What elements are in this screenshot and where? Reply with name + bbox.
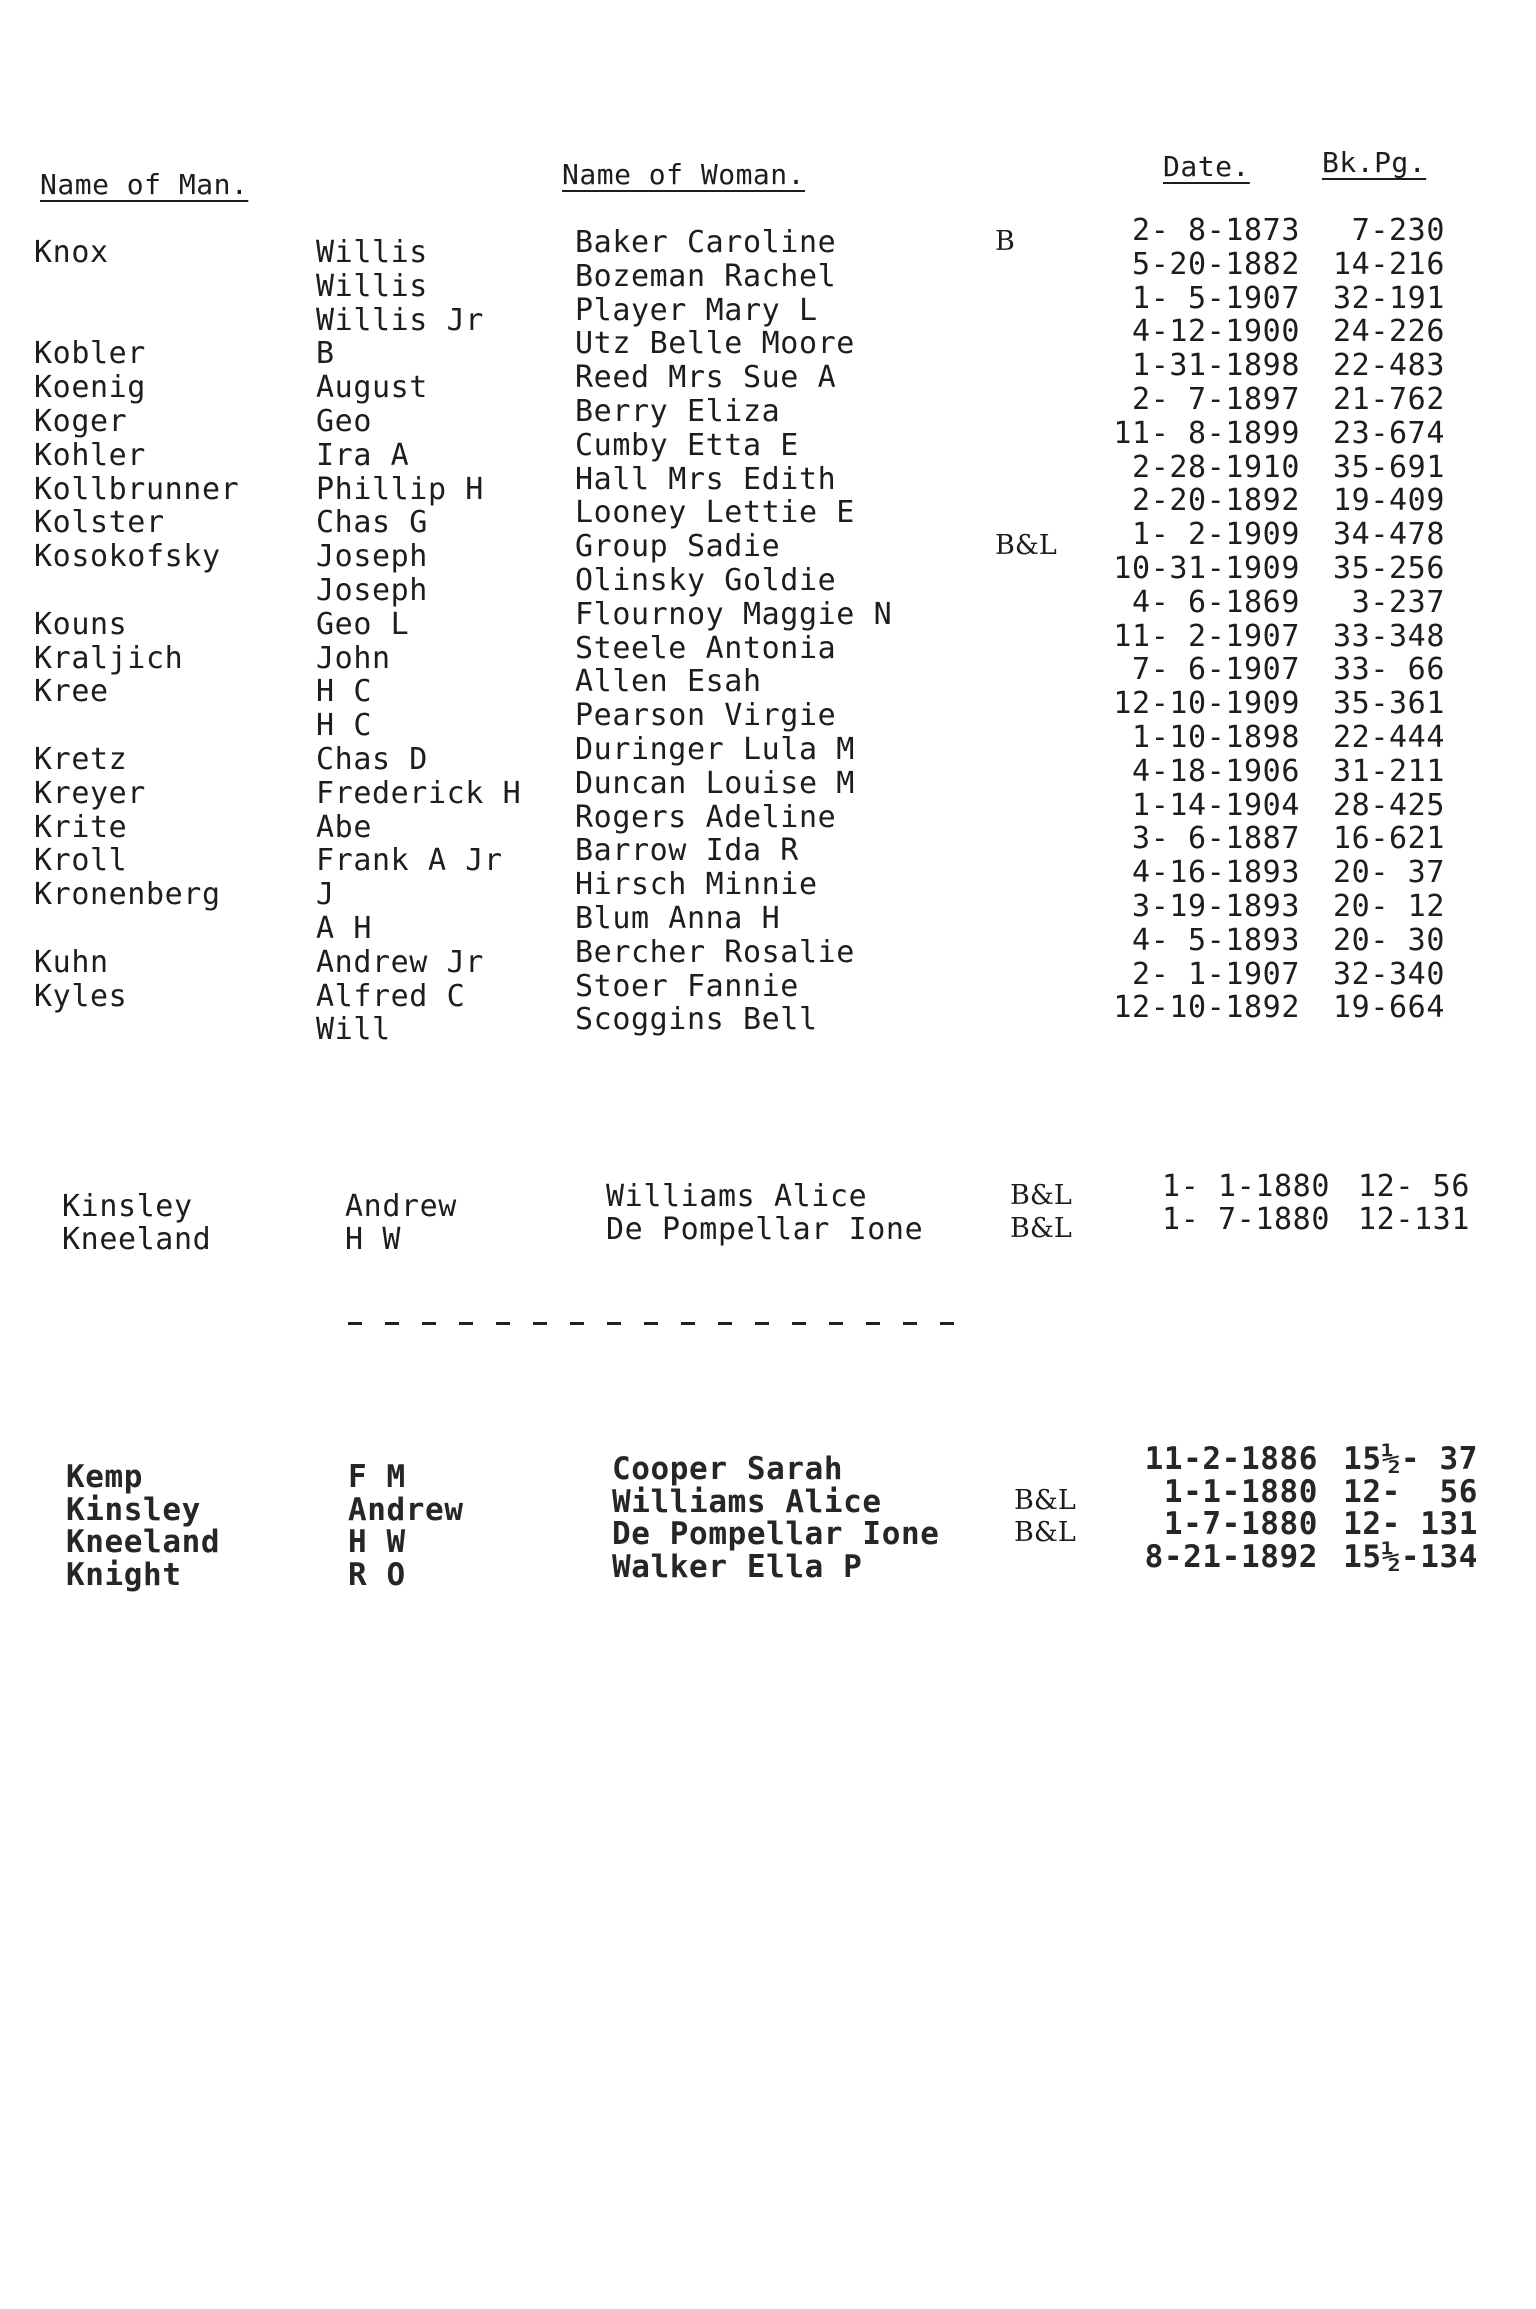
man-surname: Kollbrunner [34, 471, 240, 507]
man-given-name: Willis [316, 235, 428, 270]
man-given-name: Ira A [316, 437, 410, 473]
man-surname: Kouns [34, 606, 128, 642]
header-bk-pg: Bk.Pg. [1322, 146, 1427, 179]
woman-name: Rogers Adeline [575, 799, 837, 835]
man-given-name: Frank A Jr [316, 843, 503, 879]
woman-name: Cumby Etta E [575, 427, 799, 463]
man-given-name: Geo [316, 404, 372, 439]
man-given-name: H W [345, 1222, 401, 1257]
man-given-name: H W [348, 1524, 406, 1560]
woman-name: Utz Belle Moore [575, 326, 855, 362]
marriage-date: 1-31-1898 [1132, 348, 1300, 384]
man-given-name: A H [316, 911, 372, 946]
marriage-date: 12-10-1909 [1113, 686, 1300, 722]
marriage-date: 1-7-1880 [1163, 1506, 1318, 1542]
man-surname: Koger [34, 404, 128, 439]
book-page: 12-131 [1358, 1202, 1470, 1237]
woman-name: Blum Anna H [575, 901, 781, 936]
man-surname: Kemp [66, 1459, 144, 1495]
record-marker: B&L [995, 530, 1057, 562]
marriage-date: 12-10-1892 [1113, 990, 1300, 1026]
man-surname: Krite [34, 809, 128, 845]
marriage-date: 2-20-1892 [1132, 483, 1300, 519]
woman-name: Steele Antonia [575, 630, 837, 666]
woman-name: Stoer Fannie [575, 968, 799, 1004]
record-marker: B&L [1010, 1180, 1072, 1211]
book-page: 35-256 [1333, 551, 1445, 586]
man-surname: Kroll [34, 843, 128, 879]
marriage-date: 1- 1-1880 [1162, 1169, 1330, 1204]
woman-name: Cooper Sarah [612, 1451, 844, 1487]
marriage-date: 4-12-1900 [1132, 314, 1300, 350]
man-given-name: Joseph [316, 539, 428, 575]
book-page: 7-230 [1351, 213, 1445, 248]
book-page: 12- 56 [1343, 1473, 1478, 1510]
man-surname: Kohler [34, 437, 146, 473]
marriage-date: 4-18-1906 [1132, 753, 1300, 789]
woman-name: Flournoy Maggie N [575, 596, 893, 632]
book-page: 35-691 [1333, 449, 1445, 485]
woman-name: Hirsch Minnie [575, 867, 818, 903]
man-surname: Koenig [34, 370, 146, 406]
woman-name: De Pompellar Ione [612, 1516, 940, 1552]
woman-name: Reed Mrs Sue A [575, 360, 837, 396]
book-page: 3-237 [1351, 584, 1445, 620]
man-given-name: Geo L [316, 606, 410, 642]
header-name-of-man: Name of Man. [40, 168, 249, 201]
man-surname: Kolster [34, 505, 165, 541]
woman-name: Barrow Ida R [575, 833, 799, 869]
woman-name: Player Mary L [575, 292, 818, 328]
man-given-name: Andrew [345, 1189, 457, 1224]
marriage-date: 1-1-1880 [1163, 1473, 1318, 1510]
woman-name: Looney Lettie E [575, 495, 855, 531]
marriage-date: 11-2-1886 [1144, 1441, 1318, 1477]
marriage-date: 4- 6-1869 [1132, 584, 1300, 620]
book-page: 12- 56 [1358, 1169, 1470, 1204]
marriage-date: 1-10-1898 [1132, 720, 1300, 755]
book-page: 22-483 [1333, 348, 1445, 384]
book-page: 35-361 [1333, 686, 1445, 722]
man-surname: Kinsley [62, 1189, 193, 1224]
man-given-name: Will [316, 1012, 391, 1048]
man-surname: Kosokofsky [34, 539, 221, 575]
man-surname: Knight [66, 1556, 182, 1593]
man-given-name: Frederick H [316, 775, 522, 811]
woman-name: Bozeman Rachel [575, 258, 837, 294]
man-surname: Knox [34, 235, 109, 270]
man-given-name: R O [348, 1556, 406, 1593]
book-page: 32-340 [1333, 956, 1445, 992]
dashed-separator [348, 1322, 968, 1325]
man-given-name: B [316, 336, 335, 372]
book-page: 32-191 [1333, 280, 1445, 316]
woman-name: Walker Ella P [612, 1548, 863, 1585]
man-given-name: Phillip H [316, 471, 484, 507]
man-surname: Kinsley [66, 1491, 201, 1528]
man-surname: Kreyer [34, 775, 146, 811]
marriage-date: 2-28-1910 [1132, 449, 1300, 485]
man-surname: Kraljich [34, 640, 184, 676]
man-surname: Kneeland [66, 1524, 221, 1560]
marriage-date: 10-31-1909 [1113, 551, 1300, 586]
man-given-name: John [316, 640, 391, 676]
man-given-name: F M [348, 1459, 406, 1495]
book-page: 12- 131 [1343, 1506, 1478, 1542]
book-page: 31-211 [1333, 753, 1445, 789]
woman-name: Olinsky Goldie [575, 563, 837, 598]
woman-name: Baker Caroline [575, 225, 837, 260]
man-given-name: Willis [316, 268, 428, 304]
marriage-date: 8-21-1892 [1144, 1538, 1318, 1575]
book-page: 33-348 [1333, 618, 1445, 654]
book-page: 16-621 [1333, 821, 1445, 857]
woman-name: De Pompellar Ione [606, 1212, 924, 1247]
woman-name: Pearson Virgie [575, 698, 837, 734]
marriage-date: 5-20-1882 [1132, 246, 1300, 282]
marriage-date: 3- 6-1887 [1132, 821, 1300, 857]
record-marker: B [995, 226, 1015, 257]
man-given-name: August [316, 370, 428, 406]
woman-name: Scoggins Bell [575, 1002, 818, 1038]
header-date: Date. [1163, 150, 1250, 183]
man-surname: Kneeland [62, 1222, 212, 1257]
man-surname: Kyles [34, 978, 128, 1014]
marriage-date: 1- 2-1909 [1132, 517, 1300, 553]
woman-name: Berry Eliza [575, 394, 781, 429]
marriage-date: 2- 7-1897 [1132, 382, 1300, 417]
man-given-name: H C [316, 674, 372, 710]
book-page: 15½-134 [1343, 1538, 1478, 1575]
man-given-name: Alfred C [316, 978, 466, 1014]
man-surname: Kretz [34, 742, 128, 777]
man-surname: Kobler [34, 336, 146, 372]
man-given-name: Joseph [316, 573, 428, 608]
book-page: 19-664 [1333, 990, 1445, 1026]
marriage-date: 4-16-1893 [1132, 855, 1300, 891]
man-surname: Kuhn [34, 944, 109, 980]
marriage-date: 1- 5-1907 [1132, 280, 1300, 316]
man-given-name: Willis Jr [316, 302, 484, 338]
woman-name: Duringer Lula M [575, 732, 855, 767]
man-given-name: Chas G [316, 505, 428, 541]
book-page: 24-226 [1333, 314, 1445, 350]
book-page: 34-478 [1333, 517, 1445, 553]
book-page: 22-444 [1333, 720, 1445, 755]
book-page: 20- 30 [1333, 922, 1445, 958]
book-page: 15½- 37 [1343, 1441, 1478, 1477]
record-marker: B&L [1014, 1517, 1076, 1548]
record-marker: B&L [1010, 1213, 1072, 1244]
man-given-name: Andrew [348, 1491, 464, 1528]
woman-name: Hall Mrs Edith [575, 461, 837, 497]
man-given-name: Andrew Jr [316, 944, 484, 980]
woman-name: Williams Alice [612, 1483, 882, 1520]
record-marker: B&L [1014, 1484, 1076, 1516]
woman-name: Allen Esah [575, 664, 762, 700]
book-page: 20- 12 [1333, 889, 1445, 924]
marriage-date: 1- 7-1880 [1162, 1202, 1330, 1237]
woman-name: Duncan Louise M [575, 765, 855, 801]
marriage-date: 11- 2-1907 [1113, 618, 1300, 654]
marriage-date: 11- 8-1899 [1113, 415, 1300, 451]
marriage-date: 3-19-1893 [1132, 889, 1300, 924]
book-page: 23-674 [1333, 415, 1445, 451]
header-name-of-woman: Name of Woman. [562, 158, 806, 191]
man-given-name: Chas D [316, 742, 428, 777]
marriage-date: 4- 5-1893 [1132, 922, 1300, 958]
marriage-date: 2- 8-1873 [1132, 213, 1300, 248]
book-page: 14-216 [1333, 246, 1445, 282]
man-surname: Kree [34, 674, 109, 710]
book-page: 20- 37 [1333, 855, 1445, 891]
woman-name: Williams Alice [606, 1179, 868, 1214]
marriage-date: 2- 1-1907 [1132, 956, 1300, 992]
marriage-date: 7- 6-1907 [1132, 652, 1300, 688]
book-page: 21-762 [1333, 382, 1445, 417]
book-page: 19-409 [1333, 483, 1445, 519]
man-surname: Kronenberg [34, 877, 221, 913]
man-given-name: H C [316, 708, 372, 744]
man-given-name: J [316, 877, 335, 913]
woman-name: Group Sadie [575, 529, 781, 565]
woman-name: Bercher Rosalie [575, 934, 855, 970]
marriage-date: 1-14-1904 [1132, 787, 1300, 823]
man-given-name: Abe [316, 809, 372, 845]
book-page: 33- 66 [1333, 652, 1445, 688]
book-page: 28-425 [1333, 787, 1445, 823]
